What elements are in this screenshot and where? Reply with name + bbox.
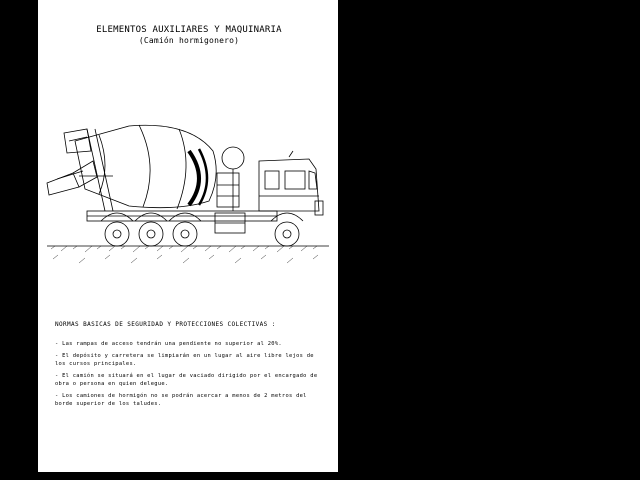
wheel-rear-1 <box>105 222 129 246</box>
drawing-title: ELEMENTOS AUXILIARES Y MAQUINARIA <box>96 25 282 35</box>
drawing-sheet <box>38 0 338 472</box>
safety-notes <box>55 321 325 412</box>
note-item: - Las rampas de acceso tendrán una pendiente no superior al 20%. <box>55 341 282 347</box>
wheel-middle <box>173 222 197 246</box>
wheel-arches <box>101 213 303 221</box>
rear-frame <box>79 129 113 211</box>
note-item: - El depósito y carretera se limpiarán en un lugar al aire libre lejos de los cursos principales. <box>55 353 314 367</box>
truck-cab <box>259 151 323 215</box>
notes-heading: NORMAS BASICAS DE SEGURIDAD Y PROTECCIONES COLECTIVAS : <box>55 321 276 328</box>
drawing-subtitle: (Camión hormigonero) <box>138 36 240 45</box>
wheel-front <box>275 222 299 246</box>
mixer-drum <box>64 125 216 209</box>
water-tank <box>217 147 244 211</box>
note-item: - Los camiones de hormigón no se podrán acercar a menos de 2 metros del borde superior de los taludes. <box>55 393 307 407</box>
wheel-rear-2 <box>139 222 163 246</box>
discharge-chute <box>47 161 97 195</box>
ground-hatch <box>51 246 318 263</box>
concrete-mixer-truck-drawing <box>39 1 339 301</box>
note-item: - El camión se situará en el lugar de vaciado dirigido por el encargado de obra o persona en quien delegue. <box>55 373 318 387</box>
